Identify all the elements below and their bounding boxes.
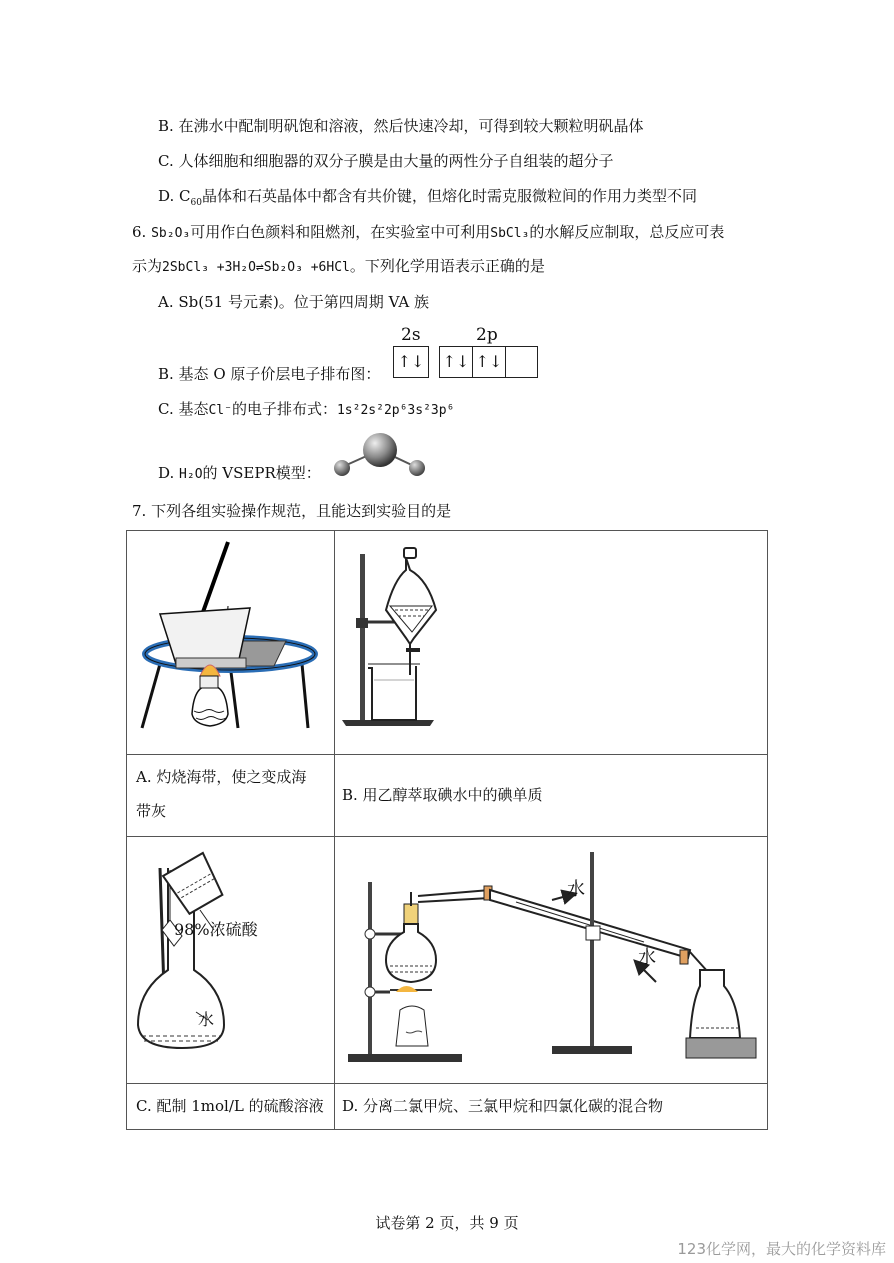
page-footer: 试卷第 2 页，共 9 页	[375, 1214, 519, 1232]
q6-d-label: D.	[158, 464, 175, 482]
apparatus-c-volumetric-flask	[130, 840, 330, 1055]
orbital-label-2p: 2p	[476, 325, 498, 345]
q6-c-label: C. 基态	[158, 400, 209, 418]
orbital-box-2s: ↑↓	[393, 346, 429, 378]
q5-option-b: B. 在沸水中配制明矾饱和溶液，然后快速冷却，可得到较大颗粒明矾晶体	[158, 117, 644, 135]
q6-formula-sbcl3: SbCl₃	[490, 226, 530, 241]
q7-stem	[132, 501, 451, 521]
q6-formula-sb2o3: Sb₂O₃	[151, 226, 191, 241]
q6-c-mid: 的电子排布式：	[231, 400, 337, 418]
apparatus-a-crucible-burning	[130, 536, 330, 748]
q6-number: 6.	[132, 223, 147, 241]
orbital-box-2p-1: ↑↓	[439, 346, 473, 378]
q7-number: 7.	[132, 502, 147, 520]
q6-text4: 。下列化学用语表示正确的是	[349, 257, 545, 275]
q6-d-formula: H₂O	[179, 467, 203, 482]
vsepr-model-image	[328, 428, 432, 480]
q6-d-text: 的 VSEPR模型：	[202, 464, 321, 482]
q6-option-c	[158, 399, 454, 421]
q6-c-config: 1s²2s²2p⁶3s²3p⁶	[336, 403, 455, 418]
orbital-box-2p-2: ↑↓	[472, 346, 506, 378]
apparatus-d-distillation	[340, 842, 764, 1068]
q6-option-d	[158, 463, 321, 485]
caption-c: C. 配制 1mol/L 的硫酸溶液	[136, 1097, 324, 1115]
label-water-inlet-bottom: 水	[638, 947, 656, 968]
caption-d: D. 分离二氯甲烷、三氯甲烷和四氯化碳的混合物	[342, 1097, 664, 1115]
q6-text3: 示为	[132, 257, 163, 275]
q6-equation: 2SbCl₃ +3H₂O⇌Sb₂O₃ +6HCl	[162, 260, 350, 275]
q5-d-label: D. C	[158, 187, 191, 205]
q6-text1: 可用作白色颜料和阻燃剂，在实验室中可利用	[190, 223, 491, 241]
q5-option-d	[158, 186, 697, 213]
caption-a-line1: A. 灼烧海带，使之变成海	[136, 768, 307, 786]
orbital-label-2s: 2s	[401, 325, 421, 345]
caption-b: B. 用乙醇萃取碘水中的碘单质	[342, 786, 543, 804]
q7-text: 下列各组实验操作规范，且能达到实验目的是	[151, 502, 452, 520]
caption-a-line2: 带灰	[136, 802, 167, 820]
label-water-c: 水	[198, 1010, 215, 1029]
q6-option-b: B. 基态 O 原子价层电子排布图：	[158, 365, 381, 383]
q6-stem-line1	[132, 222, 724, 244]
q5-option-c: C. 人体细胞和细胞器的双分子膜是由大量的两性分子自组装的超分子	[158, 152, 614, 170]
apparatus-b-separatory-funnel	[340, 540, 480, 732]
q6-stem-line2	[132, 256, 545, 278]
watermark: 123化学网，最大的化学资料库	[677, 1240, 886, 1258]
label-water-inlet-top: 水	[567, 879, 585, 900]
q6-text2: 的水解反应制取，总反应可表	[529, 223, 725, 241]
q6-option-a: A. Sb(51 号元素)。位于第四周期 VA 族	[158, 293, 429, 311]
q5-d-sub: 60	[190, 198, 202, 208]
label-conc-sulfuric-acid: 98%浓硫酸	[174, 920, 258, 939]
q6-c-ion: Cl⁻	[208, 403, 232, 418]
orbital-box-2p-3	[505, 346, 538, 378]
q5-d-text: 晶体和石英晶体中都含有共价键，但熔化时需克服微粒间的作用力类型不同	[201, 187, 697, 205]
